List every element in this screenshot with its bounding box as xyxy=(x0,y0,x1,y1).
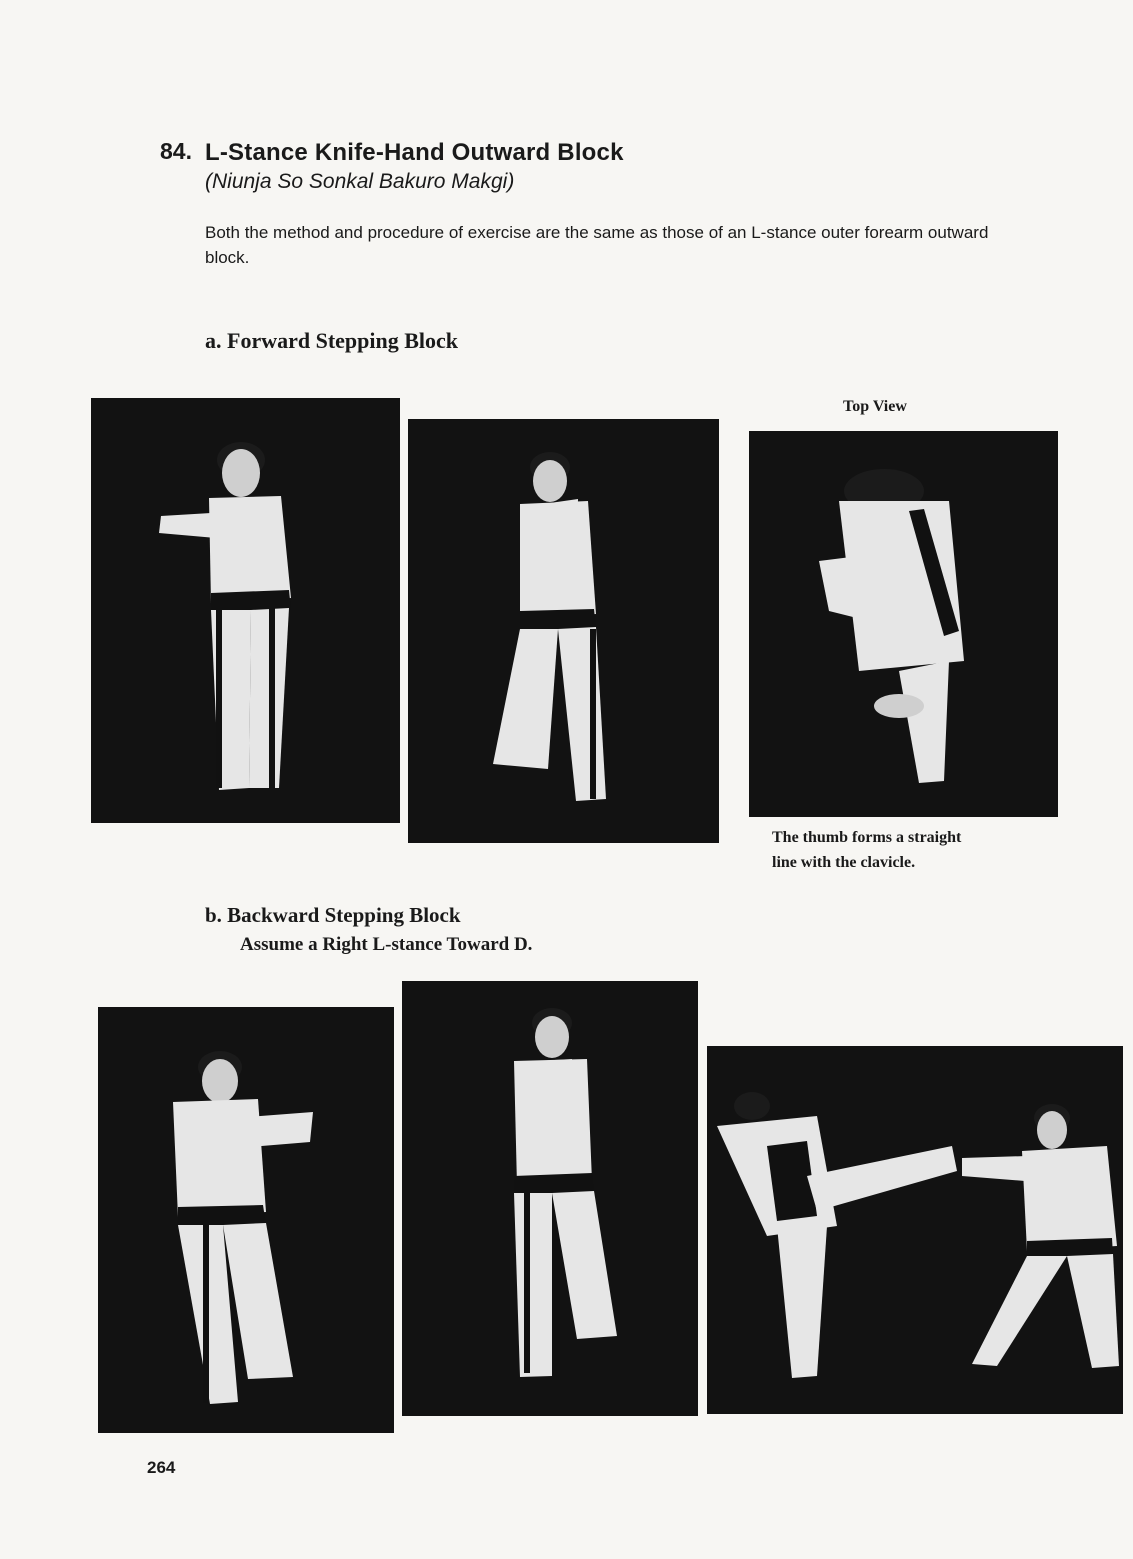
section-b-heading: b. Backward Stepping Block xyxy=(205,903,461,927)
top-view-label: Top View xyxy=(843,398,907,415)
page-subtitle: (Niunja So Sonkal Bakuro Makgi) xyxy=(205,170,515,193)
photo-backward-step-2 xyxy=(402,981,698,1416)
top-view-caption xyxy=(772,825,1062,875)
page-title: L-Stance Knife-Hand Outward Block xyxy=(205,139,624,166)
photo-backward-step-1 xyxy=(98,1007,394,1433)
photo-forward-step-2 xyxy=(408,419,719,843)
description-paragraph: Both the method and procedure of exercise are the same as those of an L-stance outer forearm outward block. xyxy=(205,223,989,267)
section-number: 84. xyxy=(160,138,192,164)
photo-forward-step-top-view xyxy=(749,431,1058,817)
caption-line-1: The thumb forms a straight xyxy=(772,829,962,846)
photo-backward-step-kick-block xyxy=(707,1046,1123,1414)
caption-line-2: line with the clavicle. xyxy=(772,854,916,871)
section-b-instruction: Assume a Right L-stance Toward D. xyxy=(240,934,533,955)
section-a-heading: a. Forward Stepping Block xyxy=(205,328,459,353)
photo-forward-step-1 xyxy=(91,398,400,823)
page-number: 264 xyxy=(147,1458,176,1477)
